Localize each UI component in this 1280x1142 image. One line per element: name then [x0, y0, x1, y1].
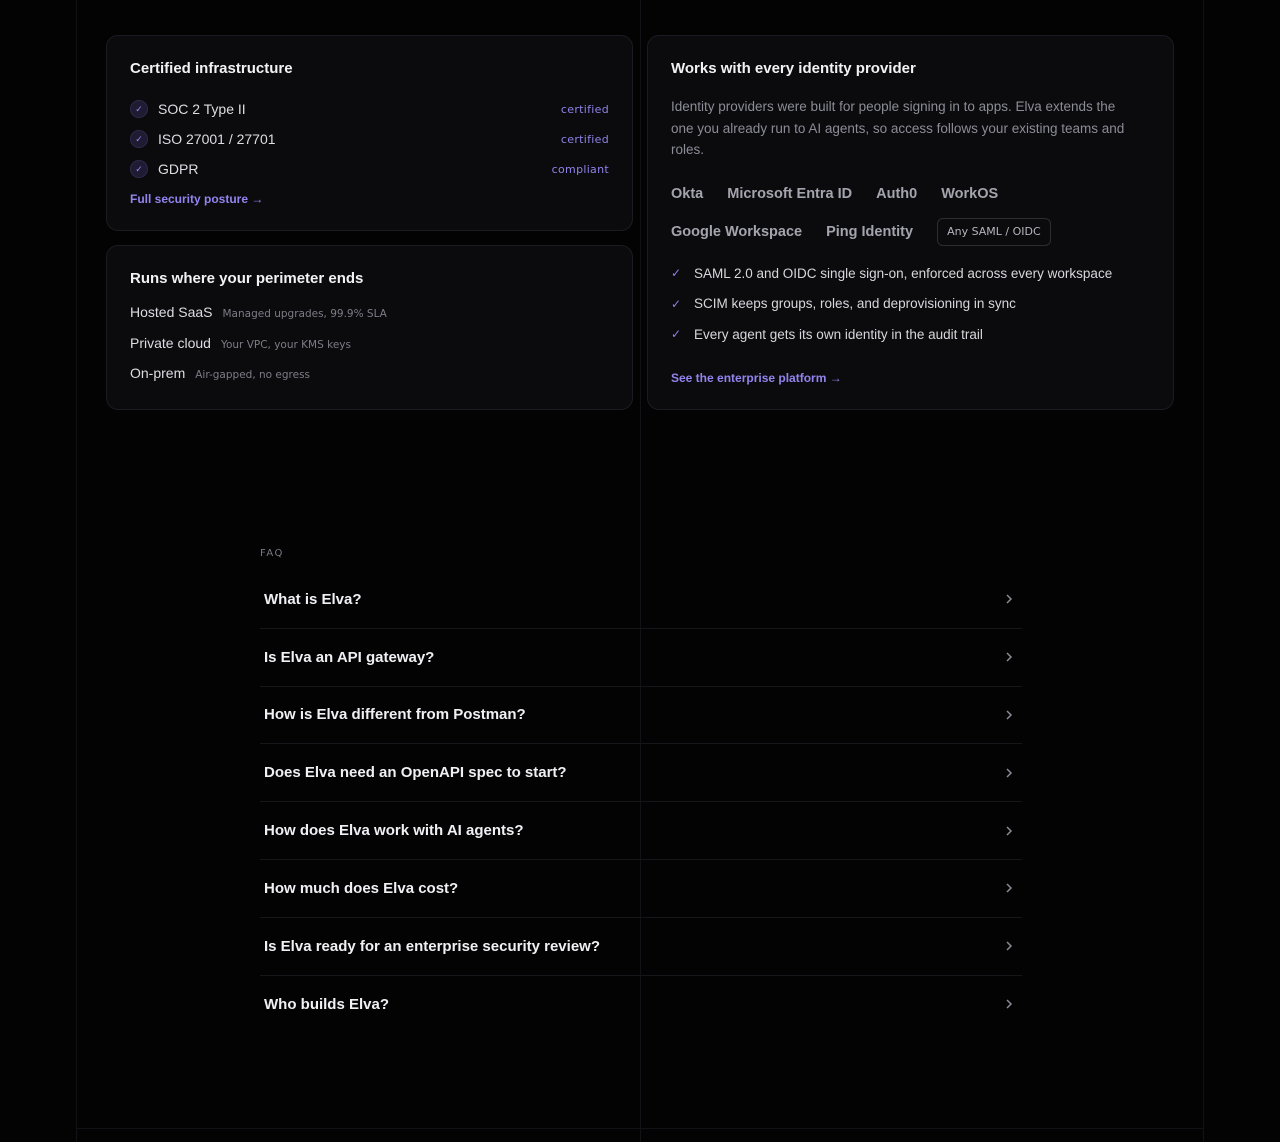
list-item — [130, 335, 387, 366]
list-item — [130, 154, 609, 184]
list-item — [671, 319, 1112, 350]
status-badge: compliant — [551, 162, 609, 176]
chevron-right-icon — [1004, 709, 1018, 721]
faq-list — [260, 571, 1022, 1033]
deploy-note: Managed upgrades, 99.9% SLA — [222, 308, 387, 320]
chevron-right-icon — [1004, 825, 1018, 837]
deploy-name: Private cloud — [130, 334, 211, 351]
deploy-name: Hosted SaaS — [130, 304, 213, 320]
faq-item[interactable] — [260, 802, 1022, 860]
cert-name: ISO 27001 / 27701 — [158, 131, 276, 147]
perimeter-card — [106, 245, 633, 410]
guide-line — [76, 0, 77, 1142]
provider-ping: Ping Identity — [826, 224, 914, 240]
faq-question: Is Elva an API gateway? — [264, 648, 435, 666]
faq-item[interactable] — [260, 744, 1022, 802]
faq-question: How is Elva different from Postman? — [264, 706, 526, 724]
faq-item[interactable] — [260, 571, 1022, 629]
enterprise-platform-link[interactable]: See the enterprise platform → — [671, 371, 842, 385]
deploy-name: On-prem — [130, 365, 186, 381]
faq-question: Is Elva ready for an enterprise security review? — [264, 937, 600, 955]
chevron-right-icon — [1004, 940, 1018, 952]
list-item — [671, 258, 1112, 289]
provider-list — [671, 180, 1151, 246]
deploy-list — [130, 304, 387, 396]
faq-item[interactable] — [260, 976, 1022, 1034]
check-icon: ✓ — [671, 266, 682, 281]
faq-question: Does Elva need an OpenAPI spec to start? — [264, 764, 567, 782]
cert-name: GDPR — [158, 161, 199, 177]
feature-text: Every agent gets its own identity in the audit trail — [694, 326, 983, 342]
list-item — [130, 124, 609, 154]
provider-auth0: Auth0 — [876, 186, 918, 202]
faq-item[interactable] — [260, 918, 1022, 976]
feature-text: SCIM keeps groups, roles, and deprovisioning in sync — [694, 296, 1016, 312]
status-badge: certified — [560, 102, 609, 116]
guide-line — [76, 1128, 1204, 1129]
chevron-right-icon — [1004, 767, 1018, 779]
chevron-right-icon — [1004, 651, 1018, 663]
faq-item[interactable] — [260, 860, 1022, 918]
faq-question: Who builds Elva? — [264, 995, 390, 1013]
check-icon: ✓ — [130, 160, 148, 178]
check-icon: ✓ — [130, 100, 148, 118]
faq-question: How much does Elva cost? — [264, 879, 459, 897]
deploy-note: Your VPC, your KMS keys — [220, 338, 351, 351]
identity-description: Identity providers were built for people signing in to apps. Elva extends the one you already run to AI agents, so access follows your existing teams and roles. — [671, 99, 1125, 157]
provider-google: Google Workspace — [671, 224, 803, 240]
identity-card — [647, 35, 1174, 410]
saml-oidc-chip: Any SAML / OIDC — [937, 218, 1051, 246]
cert-list — [130, 94, 609, 184]
feature-list — [671, 258, 1112, 350]
card-title: Certified infrastructure — [130, 60, 293, 77]
list-item — [130, 94, 609, 124]
faq-question: What is Elva? — [264, 590, 362, 608]
list-item — [130, 365, 387, 396]
check-icon: ✓ — [671, 296, 682, 311]
provider-entra: Microsoft Entra ID — [727, 186, 853, 202]
guide-line — [1203, 0, 1204, 1142]
feature-text: SAML 2.0 and OIDC single sign-on, enforced across every workspace — [694, 265, 1113, 281]
list-item — [130, 304, 387, 335]
certified-card — [106, 35, 633, 231]
chevron-right-icon — [1004, 882, 1018, 894]
cert-name: SOC 2 Type II — [158, 101, 246, 117]
check-icon: ✓ — [130, 130, 148, 148]
faq-question: How does Elva work with AI agents? — [264, 822, 524, 840]
list-item — [671, 289, 1112, 320]
chevron-right-icon — [1004, 998, 1018, 1010]
faq-item[interactable] — [260, 687, 1022, 745]
chevron-right-icon — [1004, 593, 1018, 605]
faq-label: FAQ — [260, 548, 284, 559]
deploy-note: Air-gapped, no egress — [195, 369, 311, 381]
provider-okta: Okta — [671, 186, 704, 202]
security-posture-link[interactable]: Full security posture → — [130, 192, 264, 206]
check-icon: ✓ — [671, 327, 682, 342]
card-title: Works with every identity provider — [671, 60, 916, 77]
status-badge: certified — [560, 132, 609, 146]
card-title: Runs where your perimeter ends — [130, 270, 364, 287]
provider-workos: WorkOS — [941, 186, 999, 202]
faq-item[interactable] — [260, 629, 1022, 687]
